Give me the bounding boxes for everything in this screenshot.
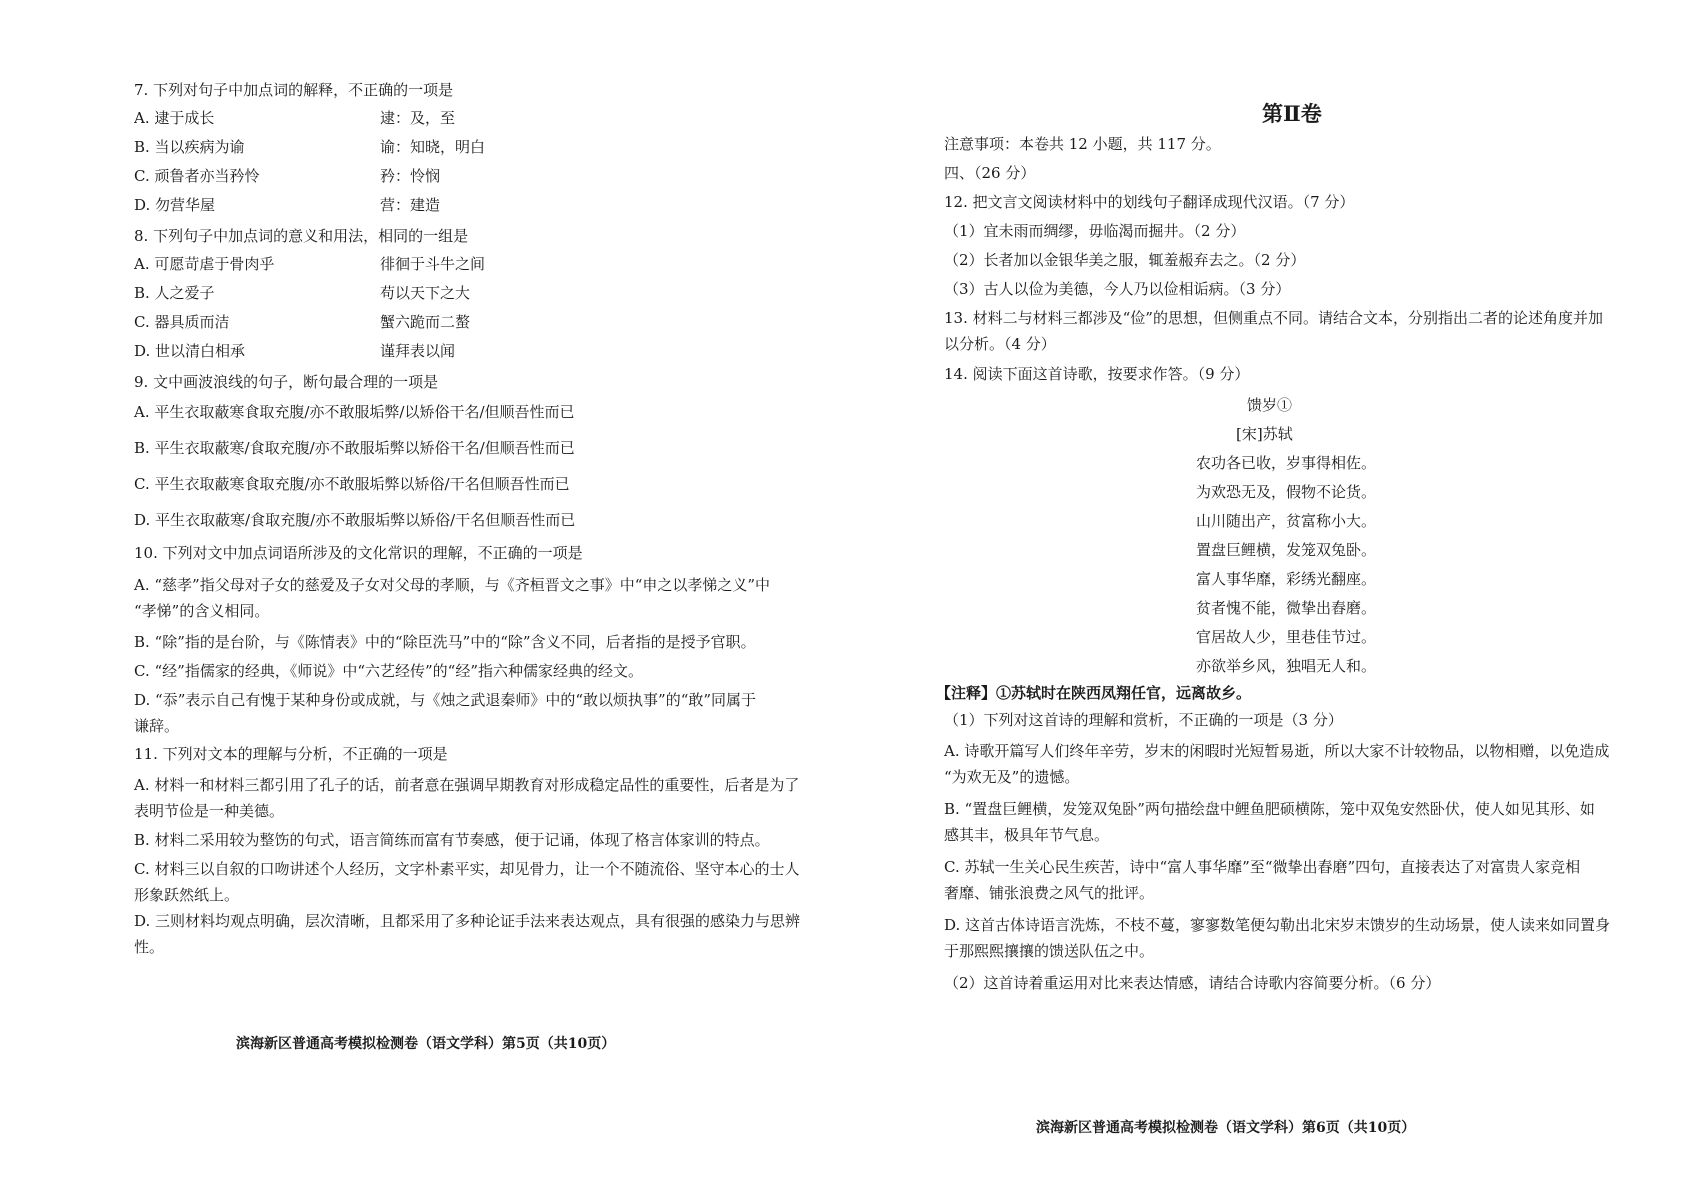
q11-line: C. 材料三以自叙的口吻讲述个人经历，文字朴素平实，却见骨力，让一个不随流俗、坚守本心的士人 [134,860,800,878]
q10-line: B. “除”指的是台阶，与《陈情表》中的“除臣洗马”中的“除”含义不同，后者指的是授予官职。 [134,633,756,651]
poem-line: 农功各已收，岁事得相佐。 [1196,454,1377,472]
q7-option-a-explain: 逮：及，至 [380,109,456,127]
poem-line: 为欢恐无及，假物不论货。 [1196,483,1377,501]
q10-line: D. “忝”表示自己有愧于某种身份或成就，与《烛之武退秦师》中的“敢以烦执事”的“敢”同属于 [134,691,757,709]
q9-option-d: D. 平生衣取蔽寒/食取充腹/亦不敢服垢弊以矫俗/干名但顺吾性而已 [134,511,576,529]
q14-sub1-line: B. “置盘巨鲤横，发笼双兔卧”两句描绘盘中鲤鱼肥硕横陈，笼中双兔安然卧伏，使人如见其形、如 [944,800,1595,818]
q8-option-b: B. 人之爱子 [134,284,215,302]
q11-line: B. 材料二采用较为整饬的句式，语言简练而富有节奏感，便于记诵，体现了格言体家训的特点。 [134,831,770,849]
q14-sub1-line: 感其丰，极具年节气息。 [944,826,1110,844]
right-page-footer: 滨海新区普通高考模拟检测卷（语文学科）第6页（共10页） [1036,1120,1416,1136]
q7-option-c-explain: 矜：怜悯 [380,167,441,185]
q8-option-c-compare: 蟹六跪而二螯 [380,313,471,331]
q14-sub1-line: “为欢无及”的遗憾。 [944,768,1080,786]
q12-item: （2）长者加以金银华美之服，辄羞赧弃去之。（2 分） [944,251,1306,269]
q7-option-d-explain: 营：建造 [380,196,441,214]
poem-line: 官居故人少，里巷佳节过。 [1196,628,1377,646]
section-title: 第Ⅱ卷 [1262,101,1322,126]
q12-item: （1）宜未雨而绸缪，毋临渴而掘井。（2 分） [944,222,1246,240]
q9-option-a: A. 平生衣取蔽寒食取充腹/亦不敢服垢弊/以矫俗干名/但顺吾性而已 [134,403,575,421]
poem-line: 富人事华靡，彩绣光翻座。 [1196,570,1377,588]
q9-stem: 9. 文中画波浪线的句子，断句最合理的一项是 [134,373,439,391]
q8-option-b-compare: 苟以天下之大 [380,284,471,302]
q11-stem: 11. 下列对文本的理解与分析，不正确的一项是 [134,745,448,763]
q7-option-b-explain: 谕：知晓，明白 [380,138,486,156]
q10-line: “孝悌”的含义相同。 [134,602,270,620]
poem-author: [宋]苏轼 [1236,425,1293,443]
q14-sub2: （2）这首诗着重运用对比来表达情感，请结合诗歌内容简要分析。（6 分） [944,974,1441,992]
poem-line: 亦欲举乡风，独唱无人和。 [1196,657,1377,675]
poem-title: 馈岁① [1247,396,1293,414]
q9-option-c: C. 平生衣取蔽寒食取充腹/亦不敢服垢弊以矫俗/干名但顺吾性而已 [134,475,570,493]
q8-option-d: D. 世以清白相承 [134,342,246,360]
q8-option-a: A. 可愿苛虐于骨肉乎 [134,255,275,273]
q10-line: 谦辞。 [134,717,180,735]
notice: 注意事项：本卷共 12 小题，共 117 分。 [944,135,1221,153]
q11-line: 表明节俭是一种美德。 [134,802,285,820]
q13-line: 以分析。（4 分） [944,335,1056,353]
q10-stem: 10. 下列对文中加点词语所涉及的文化常识的理解，不正确的一项是 [134,544,583,562]
q7-option-a: A. 逮于成长 [134,109,215,127]
q12-item: （3）古人以俭为美德，今人乃以俭相诟病。（3 分） [944,280,1291,298]
q10-line: C. “经”指儒家的经典，《师说》中“六艺经传”的“经”指六种儒家经典的经文。 [134,662,643,680]
q14-sub1-stem: （1）下列对这首诗的理解和赏析，不正确的一项是（3 分） [944,711,1343,729]
q12-stem: 12. 把文言文阅读材料中的划线句子翻译成现代汉语。（7 分） [944,193,1355,211]
q10-line: A. “慈孝”指父母对子女的慈爱及子女对父母的孝顺，与《齐桓晋文之事》中“申之以孝悌之义”中 [134,576,771,594]
q13-line: 13. 材料二与材料三都涉及“俭”的思想，但侧重点不同。请结合文本，分别指出二者的论述角度并加 [944,309,1603,327]
q11-line: 性。 [134,938,165,956]
q14-sub1-line: A. 诗歌开篇写人们终年辛劳，岁末的闲暇时光短暂易逝，所以大家不计较物品，以物相赠，以免造成 [944,742,1610,760]
q7-option-c: C. 顽鲁者亦当矜怜 [134,167,260,185]
q14-stem: 14. 阅读下面这首诗歌，按要求作答。（9 分） [944,365,1250,383]
left-page-footer: 滨海新区普通高考模拟检测卷（语文学科）第5页（共10页） [236,1036,616,1052]
poem-line: 山川随出产，贫富称小大。 [1196,512,1377,530]
q11-line: A. 材料一和材料三都引用了孔子的话，前者意在强调早期教育对形成稳定品性的重要性，后者是为了 [134,776,800,794]
q8-stem: 8. 下列句子中加点词的意义和用法，相同的一组是 [134,227,469,245]
q14-sub1-line: 奢靡、铺张浪费之风气的批评。 [944,884,1155,902]
q11-line: D. 三则材料均观点明确，层次清晰，且都采用了多种论证手法来表达观点，具有很强的感染力与思辨 [134,912,801,930]
q14-sub1-line: D. 这首古体诗语言洗炼，不枝不蔓，寥寥数笔便勾勒出北宋岁末馈岁的生动场景，使人读来如同置身 [944,916,1611,934]
poem-line: 置盘巨鲤横，发笼双兔卧。 [1196,541,1377,559]
q14-sub1-line: 于那熙熙攘攘的馈送队伍之中。 [944,942,1155,960]
q8-option-c: C. 器具质而洁 [134,313,230,331]
q14-sub1-line: C. 苏轼一生关心民生疾苦，诗中“富人事华靡”至“微挚出舂磨”四句，直接表达了对富贵人家竞相 [944,858,1581,876]
q7-option-d: D. 勿营华屋 [134,196,216,214]
section-heading: 四、（26 分） [944,164,1036,182]
poem-line: 贫者愧不能，微挚出舂磨。 [1196,599,1377,617]
q7-stem: 7. 下列对句子中加点词的解释，不正确的一项是 [134,81,454,99]
poem-note: 【注释】①苏轼时在陕西凤翔任官，远离故乡。 [936,684,1252,702]
q11-line: 形象跃然纸上。 [134,886,240,904]
q8-option-d-compare: 谨拜表以闻 [380,342,456,360]
q7-option-b: B. 当以疾病为谕 [134,138,245,156]
q8-option-a-compare: 徘徊于斗牛之间 [380,255,486,273]
q9-option-b: B. 平生衣取蔽寒/食取充腹/亦不敢服垢弊以矫俗干名/但顺吾性而已 [134,439,575,457]
